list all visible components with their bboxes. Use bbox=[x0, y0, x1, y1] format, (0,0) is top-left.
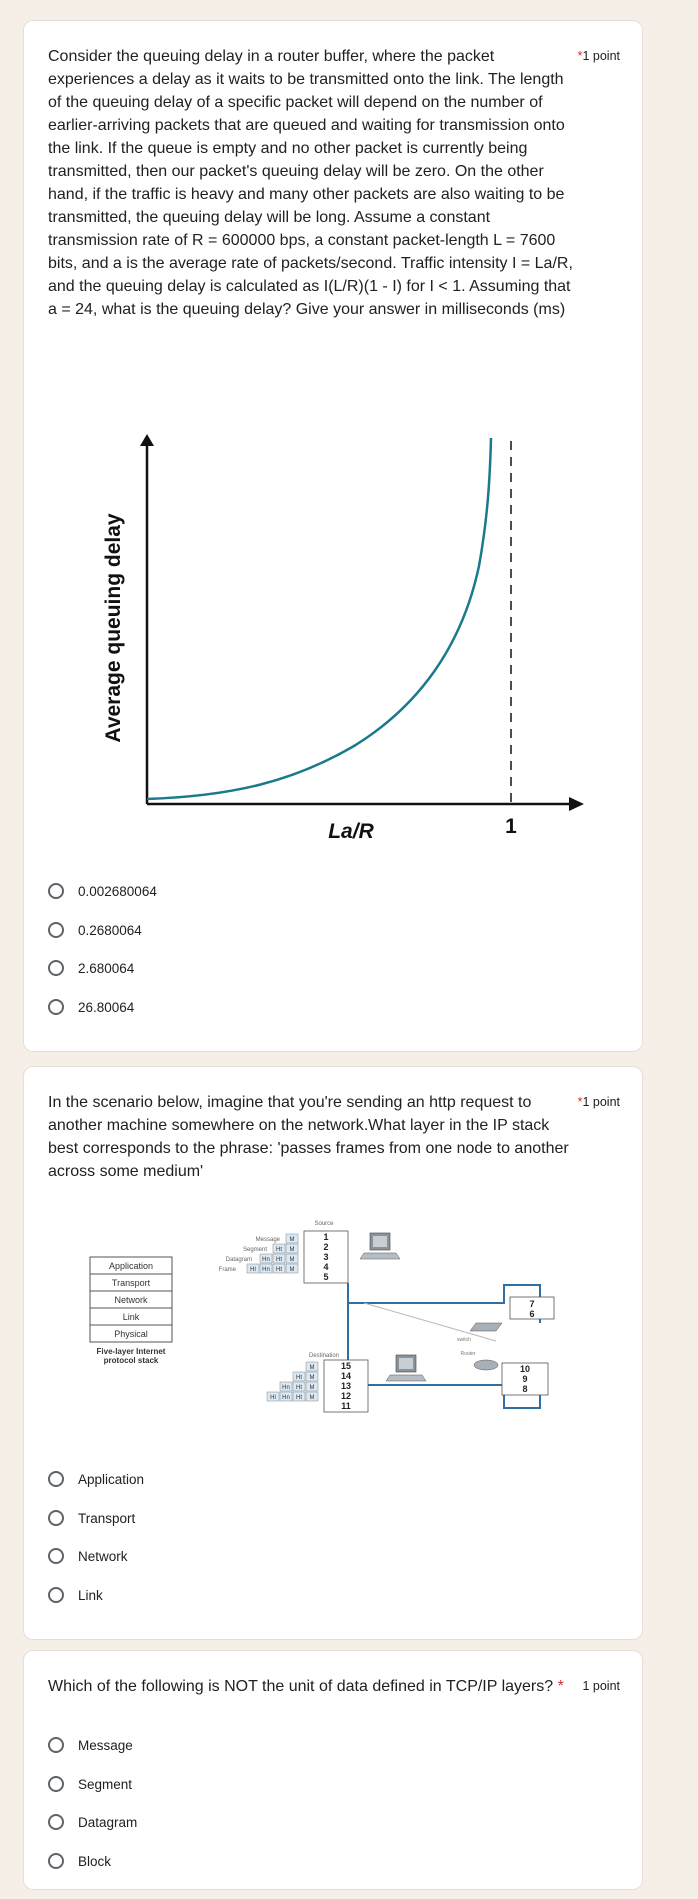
option-3-1[interactable] bbox=[48, 1733, 133, 1757]
option-label: 0.002680064 bbox=[78, 883, 157, 899]
option-label: 2.680064 bbox=[78, 960, 135, 976]
radio-button[interactable] bbox=[48, 1471, 64, 1487]
network-stack-diagram bbox=[24, 1213, 644, 1453]
svg-text:6: 6 bbox=[529, 1309, 535, 1319]
svg-text:Ht: Ht bbox=[296, 1385, 302, 1391]
switch-label: switch bbox=[457, 1337, 471, 1343]
delay-curve bbox=[147, 438, 491, 799]
option-1-2[interactable] bbox=[48, 918, 142, 942]
option-2-4[interactable] bbox=[48, 1583, 103, 1607]
router-steps-top bbox=[510, 1297, 554, 1319]
svg-text:Hn: Hn bbox=[262, 1257, 270, 1263]
svg-text:15: 15 bbox=[340, 1361, 352, 1371]
destination-computer-icon bbox=[386, 1355, 426, 1381]
svg-text:M: M bbox=[289, 1267, 295, 1273]
radio-button[interactable] bbox=[48, 1548, 64, 1564]
queuing-delay-figure bbox=[24, 406, 644, 856]
option-label: Application bbox=[78, 1471, 145, 1487]
question-3-label: Which of the following is NOT the unit of data defined in TCP/IP layers? bbox=[48, 1678, 554, 1695]
pdu-label-frame: Frame bbox=[218, 1267, 236, 1273]
question-3-points: 1 point bbox=[582, 1679, 620, 1693]
svg-text:12: 12 bbox=[340, 1391, 352, 1401]
option-label: Datagram bbox=[78, 1814, 138, 1830]
destination-label: Destination bbox=[308, 1353, 340, 1359]
question-1-text: Consider the queuing delay in a router buffer, where the packet experiences a delay as it waits to be transmitted onto the link. The length of the queuing delay of a specific packet will depend on the number of earlier-arriving packets that are queued and waiting for transmission onto the link. If the queue is empty and no other packet is currently being transmitted, then our packet's queuing delay will be zero. On the other hand, if the traffic is heavy and many other packets are also waiting to be transmitted, the queuing delay will be long. Assume a constant transmission rate of R = 600000 bps, a constant packet-length L = 7600 bits, and a is the average rate of packets/second. Traffic intensity I = La/R, and the queuing delay is calculated as I(L/R)(1 - I) for I < 1. Assuming that a = 24, what is the queuing delay? Give your answer in milliseconds (ms) bbox=[48, 48, 573, 318]
option-1-1[interactable] bbox=[48, 879, 157, 903]
question-card-1 bbox=[23, 20, 643, 1052]
points-label: 1 point bbox=[582, 1095, 620, 1109]
radio-button[interactable] bbox=[48, 883, 64, 899]
points-label: 1 point bbox=[582, 49, 620, 63]
svg-text:Hl: Hl bbox=[250, 1267, 256, 1273]
svg-text:14: 14 bbox=[340, 1371, 352, 1381]
svg-text:M: M bbox=[289, 1257, 295, 1263]
svg-text:3: 3 bbox=[323, 1252, 329, 1262]
svg-text:Ht: Ht bbox=[296, 1375, 302, 1381]
svg-text:Ht: Ht bbox=[276, 1257, 282, 1263]
pdu-label-datagram: Datagram bbox=[225, 1257, 252, 1263]
option-label: Message bbox=[78, 1737, 133, 1753]
option-label: Segment bbox=[78, 1776, 133, 1792]
svg-text:Hl: Hl bbox=[270, 1395, 276, 1401]
question-card-2 bbox=[23, 1066, 643, 1640]
svg-text:8: 8 bbox=[522, 1384, 528, 1394]
x-tick-label-1: 1 bbox=[505, 815, 517, 838]
radio-button[interactable] bbox=[48, 1587, 64, 1603]
svg-text:9: 9 bbox=[522, 1374, 528, 1384]
question-2-points bbox=[578, 1095, 620, 1109]
svg-text:M: M bbox=[289, 1247, 295, 1253]
radio-button[interactable] bbox=[48, 960, 64, 976]
y-axis-label: Average queuing delay bbox=[102, 513, 125, 743]
required-mark: * bbox=[577, 49, 583, 63]
svg-text:13: 13 bbox=[340, 1381, 352, 1391]
radio-button[interactable] bbox=[48, 999, 64, 1015]
stack-layer-application: Application bbox=[108, 1261, 154, 1271]
svg-text:11: 11 bbox=[341, 1401, 351, 1411]
radio-button[interactable] bbox=[48, 1776, 64, 1792]
stack-layer-network: Network bbox=[114, 1295, 148, 1305]
svg-text:M: M bbox=[309, 1385, 315, 1391]
source-label: Source bbox=[314, 1221, 334, 1227]
radio-button[interactable] bbox=[48, 922, 64, 938]
switch-icon bbox=[457, 1323, 502, 1343]
svg-text:Hn: Hn bbox=[262, 1267, 270, 1273]
svg-text:7: 7 bbox=[529, 1299, 535, 1309]
svg-text:M: M bbox=[309, 1375, 315, 1381]
source-computer-icon bbox=[360, 1233, 400, 1259]
option-label: 0.2680064 bbox=[78, 922, 142, 938]
radio-button[interactable] bbox=[48, 1853, 64, 1869]
destination-steps bbox=[324, 1360, 368, 1412]
svg-text:2: 2 bbox=[323, 1242, 329, 1252]
required-mark: * bbox=[577, 1095, 583, 1109]
svg-text:M: M bbox=[309, 1395, 315, 1401]
radio-button[interactable] bbox=[48, 1510, 64, 1526]
option-3-3[interactable] bbox=[48, 1810, 137, 1834]
svg-text:Ht: Ht bbox=[276, 1247, 282, 1253]
stack-caption: Five-layer Internet protocol stack bbox=[96, 1347, 166, 1365]
option-3-2[interactable] bbox=[48, 1772, 132, 1796]
option-2-1[interactable] bbox=[48, 1467, 144, 1491]
option-label: Transport bbox=[78, 1510, 136, 1526]
option-1-4[interactable] bbox=[48, 995, 134, 1019]
destination-headers bbox=[267, 1362, 318, 1401]
option-label: Block bbox=[78, 1853, 112, 1869]
option-label: Network bbox=[78, 1548, 128, 1564]
question-card-3 bbox=[23, 1650, 643, 1890]
svg-text:Ht: Ht bbox=[276, 1267, 282, 1273]
radio-button[interactable] bbox=[48, 1814, 64, 1830]
svg-text:M: M bbox=[289, 1237, 295, 1243]
router-icon bbox=[460, 1351, 498, 1370]
option-2-3[interactable] bbox=[48, 1544, 128, 1568]
svg-text:Hn: Hn bbox=[282, 1385, 290, 1391]
router-steps-bottom bbox=[502, 1363, 548, 1395]
svg-text:Hn: Hn bbox=[282, 1395, 290, 1401]
y-axis bbox=[140, 434, 154, 804]
protocol-stack bbox=[90, 1257, 172, 1342]
source-steps bbox=[304, 1231, 348, 1283]
pdu-label-segment: Segment bbox=[242, 1247, 267, 1253]
stack-layer-transport: Transport bbox=[111, 1278, 151, 1288]
radio-button[interactable] bbox=[48, 1737, 64, 1753]
required-mark: * bbox=[557, 1678, 564, 1695]
pdu-label-message: Message bbox=[255, 1237, 280, 1243]
question-1-points bbox=[578, 49, 620, 63]
option-2-2[interactable] bbox=[48, 1506, 135, 1530]
x-axis bbox=[147, 797, 584, 811]
stack-layer-link: Link bbox=[122, 1312, 140, 1322]
router-label: Router bbox=[460, 1351, 476, 1357]
option-label: 26.80064 bbox=[78, 999, 135, 1015]
x-axis-label: La/R bbox=[328, 820, 374, 843]
question-3-text bbox=[48, 1675, 608, 1698]
svg-text:1: 1 bbox=[323, 1232, 329, 1242]
option-3-4[interactable] bbox=[48, 1849, 111, 1873]
option-label: Link bbox=[78, 1587, 103, 1603]
svg-text:M: M bbox=[309, 1365, 315, 1371]
stack-layer-physical: Physical bbox=[114, 1329, 148, 1339]
svg-text:5: 5 bbox=[323, 1272, 329, 1282]
svg-text:4: 4 bbox=[323, 1262, 329, 1272]
option-1-3[interactable] bbox=[48, 956, 134, 980]
svg-text:Ht: Ht bbox=[296, 1395, 302, 1401]
svg-text:10: 10 bbox=[519, 1364, 531, 1374]
question-2-text: In the scenario below, imagine that you're sending an http request to another machine somewhere on the network.What layer in the IP stack best corresponds to the phrase: 'passes frames from one node to another across some medium' bbox=[48, 1094, 569, 1180]
